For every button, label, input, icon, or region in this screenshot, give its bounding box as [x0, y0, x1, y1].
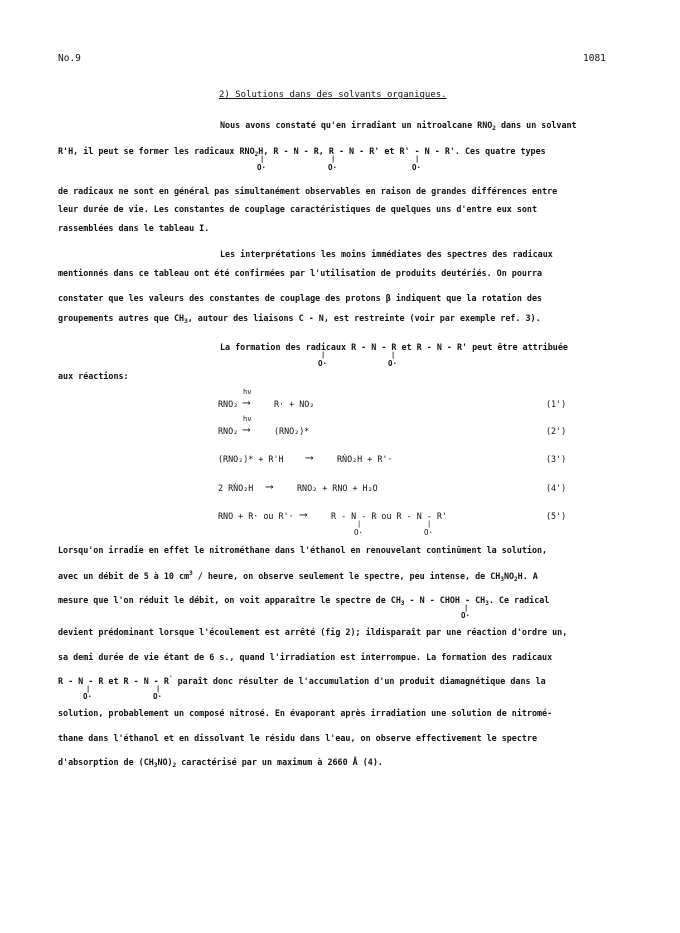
p2-line2: mentionnés dans ce tableau ont été confirmées par l'utilisation de produits deutériés. On pourra [58, 268, 543, 278]
oxy-radical: O· [328, 163, 338, 172]
p1-line2: R'H, il peut se former les radicaux $RNO_2H$, R - N - R, R - N - R' et R' - N - R'. Ces quatre types [58, 146, 546, 158]
oxy-radical: O· [318, 359, 328, 368]
equation-3-lhs: (RNO₂)* + R'H [218, 454, 284, 464]
equation-1-lhs: RNO₂ [218, 399, 239, 409]
p1-line1: Nous avons constaté qu'en irradiant un nitroalcane $RNO_2$ dans un solvant [220, 120, 577, 132]
bond-mark: | [156, 685, 161, 693]
equation-1-number: (1') [546, 399, 567, 409]
equation-5-rhs: R - N - R ou R - N - R' [331, 511, 447, 521]
p4-line3: mesure que l'on réduit le débit, on voit apparaître le spectre de $CH_3$ - N - CHOH - $CH_3$. Ce radical [58, 595, 550, 607]
equation-2-rhs: (RNO₂)* [274, 426, 310, 436]
oxy-radical: O· [424, 528, 434, 537]
journal-number: No.9 [58, 53, 81, 64]
oxy-radical: O· [461, 611, 471, 620]
p4-line1: Lorsqu'on irradie en effet le nitrométhane dans l'éthanol en renouvelant continûment la solution, [58, 545, 548, 555]
p4-line6: R - N - R et R - N - R' paraît donc résulter de l'accumulation d'un produit diamagnétique dans la [58, 675, 546, 686]
reaction-arrow: ⟶ [300, 508, 307, 521]
p2-line3: constater que les valeurs des constantes de couplage des protons β indiquent que la rotation des [58, 293, 543, 303]
p4-line5: sa demi durée de vie étant de 6 s., quand l'irradiation est interrompue. La formation des radicaux [58, 652, 553, 662]
equation-3-number: (3') [546, 454, 567, 464]
section-title: 2) Solutions dans des solvants organiques. [219, 90, 447, 100]
reaction-arrow: hν ⟶ [243, 415, 252, 436]
bond-mark: | [391, 351, 396, 359]
p4-line9: d'absorption de $(CH_3NO)_2$ caractérisé par un maximum à 2660 Å (4). [58, 757, 383, 769]
bond-mark: | [260, 155, 265, 163]
equation-4-number: (4') [546, 483, 567, 493]
reaction-arrow: hν ⟶ [243, 388, 252, 409]
bond-mark: | [427, 520, 432, 528]
p4-line8: thane dans l'éthanol et en dissolvant le résidu dans l'eau, on observe effectivement le spectre [58, 733, 538, 743]
equation-3-rhs: RṄO₂H + R'· [337, 454, 393, 464]
oxy-radical: O· [83, 692, 93, 701]
bond-mark: | [357, 520, 362, 528]
equation-2-lhs: RNO₂ [218, 426, 239, 436]
p1-line3: de radicaux ne sont en général pas simultanément observables en raison de grandes différences entre [58, 186, 558, 196]
bond-mark: | [415, 155, 420, 163]
bond-mark: | [331, 155, 336, 163]
p3-line2: aux réactions: [58, 371, 129, 381]
p4-line4: devient prédominant lorsque l'écoulement est arrêté (fig 2); ildisparaît par une réaction d'ordre un, [58, 627, 568, 637]
oxy-radical: O· [412, 163, 422, 172]
p1-line4: leur durée de vie. Les constantes de couplage caractéristiques de quelques uns d'entre eux sont [58, 204, 538, 214]
reaction-arrow: ⟶ [306, 451, 313, 464]
p1-line5: rassemblées dans le tableau I. [58, 223, 210, 233]
p2-line4: groupements autres que $CH_3$, autour des liaisons C - N, est restreinte (voir par exemple ref. 3). [58, 313, 541, 325]
equation-4-lhs: 2 RṄO₂H [218, 483, 254, 493]
bond-mark: | [464, 604, 469, 612]
reaction-arrow: ⟶ [266, 480, 273, 493]
arrow-label: hν [243, 415, 252, 423]
equation-5-number: (5') [546, 511, 567, 521]
oxy-radical: O· [153, 692, 163, 701]
page-number: 1081 [583, 53, 606, 64]
equation-1-rhs: R· + NO₂ [274, 399, 315, 409]
equation-4-rhs: RNO₂ + RNO + H₂O [297, 483, 378, 493]
arrow-label: hν [243, 388, 252, 396]
oxy-radical: O· [388, 359, 398, 368]
oxy-radical: O· [354, 528, 364, 537]
bond-mark: | [321, 351, 326, 359]
p2-line1: Les interprétations les moins immédiates des spectres des radicaux [220, 249, 553, 259]
p3-line1: La formation des radicaux R - N - R et R - N - R' peut être attribuée [220, 342, 568, 352]
oxy-radical: O· [257, 163, 267, 172]
p4-line7: solution, probablement un composé nitrosé. En évaporant après irradiation une solution de nitromé- [58, 708, 553, 718]
p4-line2: avec un débit de 5 à 10 $cm^3$ / heure, on observe seulement le spectre, peu intense, de $CH_3NO_2H$. A [58, 570, 538, 583]
bond-mark: | [86, 685, 91, 693]
equation-5-lhs: RNO + R· ou R'· [218, 511, 294, 521]
equation-2-number: (2') [546, 426, 567, 436]
